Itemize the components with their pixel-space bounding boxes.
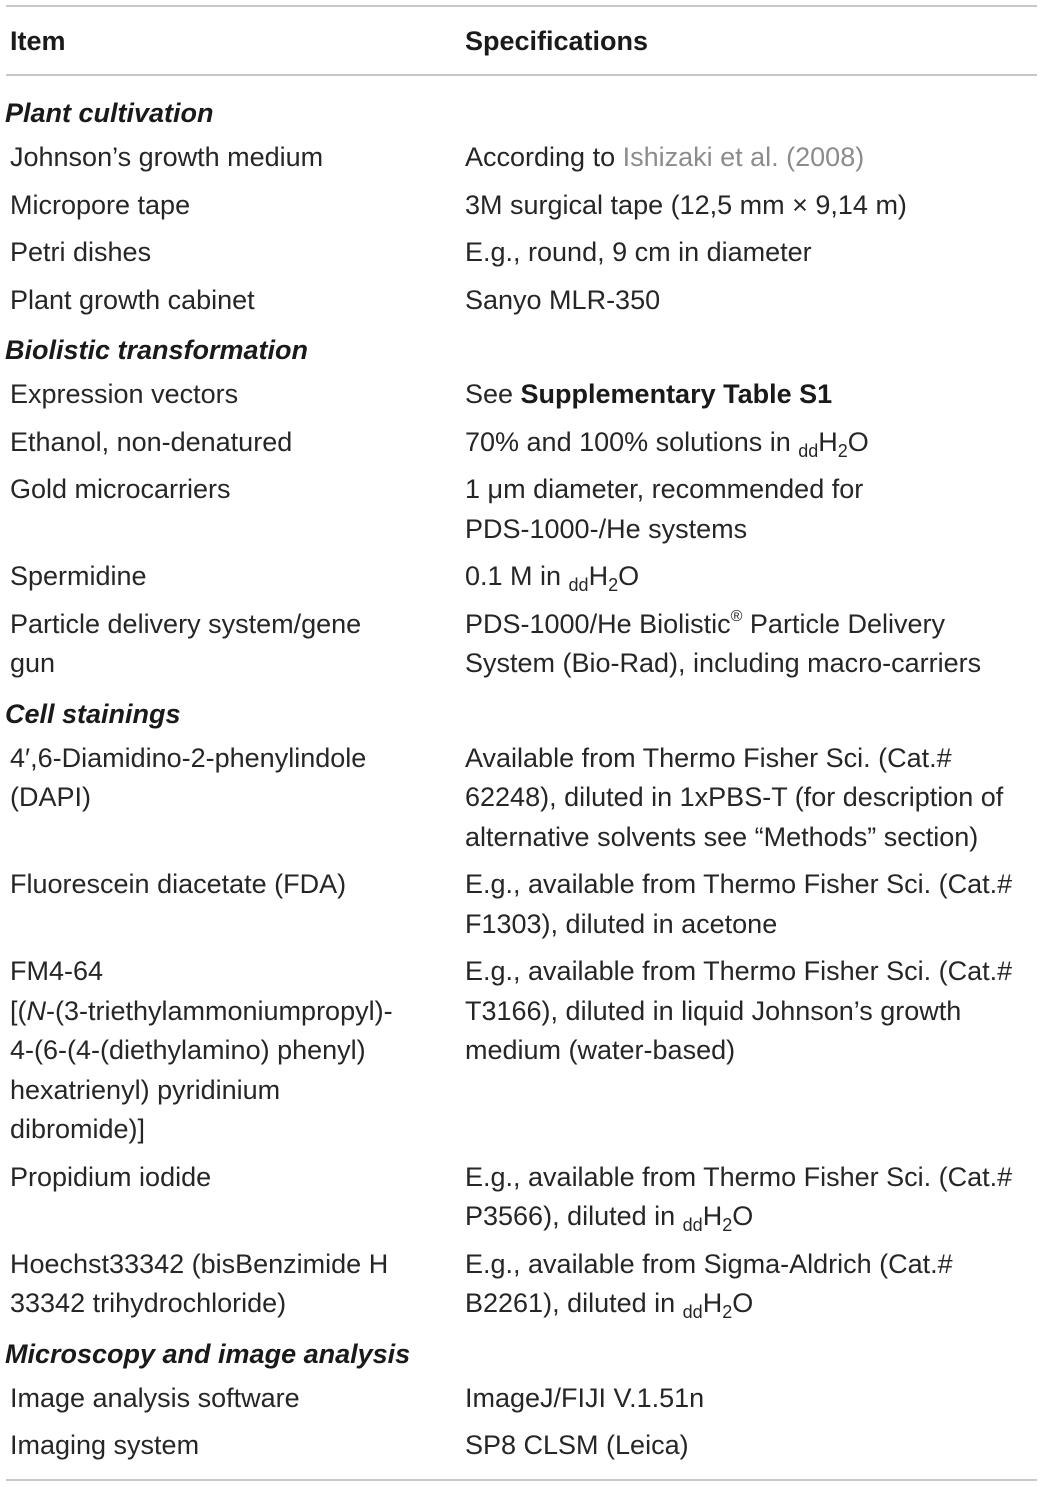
specification-line xyxy=(465,423,1035,463)
item-line: Fluorescein diacetate (FDA) xyxy=(10,869,347,899)
specification-cell xyxy=(465,423,1035,463)
specification-cell xyxy=(465,470,1035,549)
text-run: E.g., available from Thermo Fisher Sci. (Cat.# xyxy=(465,956,1013,986)
specification-line xyxy=(465,186,1035,226)
item-line: Particle delivery system/gene xyxy=(10,608,362,639)
item-line: Spermidine xyxy=(10,561,147,591)
specification-line xyxy=(465,375,1035,415)
specification-cell xyxy=(465,557,1035,597)
subscript: 2 xyxy=(722,1215,733,1235)
item-cell xyxy=(10,138,430,178)
subscript: dd xyxy=(682,1302,703,1322)
item-cell xyxy=(10,233,430,273)
item-cell xyxy=(10,1379,430,1419)
specification-line xyxy=(465,818,1035,858)
item-line: hexatrienyl) pyridinium xyxy=(10,1074,281,1105)
bold-text: Supplementary Table S1 xyxy=(520,379,833,409)
specification-cell xyxy=(465,739,1035,858)
superscript: ® xyxy=(730,607,743,625)
table-row xyxy=(0,138,1043,186)
item-line: Hoechst33342 (bisBenzimide H xyxy=(10,1248,389,1279)
text-run: See xyxy=(465,379,521,409)
section-heading: Cell stainings xyxy=(5,698,181,729)
text-run: 1 μm diameter, recommended for xyxy=(465,474,864,504)
text-run: SP8 CLSM (Leica) xyxy=(465,1430,689,1460)
item-line: Expression vectors xyxy=(10,379,239,409)
item-cell xyxy=(10,1245,430,1324)
specification-line xyxy=(465,644,1035,684)
specification-line xyxy=(465,233,1035,273)
table-row xyxy=(0,1158,1043,1245)
table-row xyxy=(0,605,1043,692)
table-row xyxy=(0,375,1043,423)
table-row xyxy=(0,865,1043,952)
specification-line xyxy=(465,557,1035,597)
item-line: Micropore tape xyxy=(10,189,191,220)
section-heading: Microscopy and image analysis xyxy=(5,1338,411,1369)
column-header-specifications: Specifications xyxy=(465,26,649,56)
text-run: E.g., available from Sigma-Aldrich (Cat.# xyxy=(465,1248,953,1279)
item-cell xyxy=(10,952,430,1150)
text-run: E.g., available from Thermo Fisher Sci. (Cat.# xyxy=(465,869,1013,899)
text-run: H xyxy=(702,1288,723,1318)
specification-cell xyxy=(465,865,1035,944)
item-line: dibromide)] xyxy=(10,1114,146,1144)
subscript: dd xyxy=(568,575,589,595)
text-run: H xyxy=(818,426,838,457)
text-run: medium (water-based) xyxy=(465,1035,736,1065)
table-row xyxy=(0,233,1043,281)
specification-line xyxy=(465,510,1035,550)
text-run: H xyxy=(702,1201,723,1231)
subscript: dd xyxy=(798,440,819,461)
section-heading: Plant cultivation xyxy=(5,98,214,128)
specification-line xyxy=(465,865,1035,905)
specification-line xyxy=(465,605,1035,645)
specification-cell xyxy=(465,281,1035,321)
item-line: Ethanol, non-denatured xyxy=(10,426,293,457)
text-run: 70% and 100% solutions in xyxy=(465,426,799,457)
specification-cell xyxy=(465,1379,1035,1419)
text-run: Sanyo MLR-350 xyxy=(465,284,661,315)
item-cell xyxy=(10,423,430,463)
item-cell xyxy=(10,186,430,226)
text-run: alternative solvents see “Methods” section) xyxy=(465,821,979,852)
specification-cell xyxy=(465,1426,1035,1466)
item-cell xyxy=(10,557,430,597)
item-cell xyxy=(10,1158,430,1198)
table-row xyxy=(0,1379,1043,1427)
text-run: According to xyxy=(465,142,623,172)
table-row xyxy=(0,557,1043,605)
item-cell xyxy=(10,865,430,905)
text-run: P3566), diluted in xyxy=(465,1201,683,1231)
item-line: Imaging system xyxy=(10,1430,200,1460)
specification-cell xyxy=(465,233,1035,273)
text-run: PDS-1000-/He systems xyxy=(465,513,748,544)
specification-line xyxy=(465,1426,1035,1466)
item-line: FM4-64 xyxy=(10,956,104,986)
item-line: Plant growth cabinet xyxy=(10,284,255,315)
reference-link: Ishizaki et al. (2008) xyxy=(622,142,865,172)
text-run: O xyxy=(847,426,869,457)
item-line: Gold microcarriers xyxy=(10,474,231,504)
text-run: E.g., round, 9 cm in diameter xyxy=(465,237,812,267)
header-rule xyxy=(6,74,1037,76)
text-run: PDS-1000/He Biolistic xyxy=(465,608,731,639)
text-run: ImageJ/FIJI V.1.51n xyxy=(465,1382,705,1413)
item-cell xyxy=(10,375,430,415)
table-row xyxy=(0,186,1043,234)
specification-line xyxy=(465,470,1035,510)
table-row xyxy=(0,739,1043,866)
specification-cell xyxy=(465,605,1035,684)
specification-line xyxy=(465,778,1035,818)
table-row xyxy=(0,1426,1043,1474)
item-line: Johnson’s growth medium xyxy=(10,142,324,172)
italic-n: N xyxy=(26,995,46,1026)
subscript: dd xyxy=(682,1215,703,1235)
text-run: T3166), diluted in liquid Johnson’s growth xyxy=(465,995,962,1026)
text-run: 3M surgical tape (12,5 mm × 9,14 m) xyxy=(465,189,907,220)
specification-cell xyxy=(465,1245,1035,1324)
text-run: Available from Thermo Fisher Sci. (Cat.# xyxy=(465,742,952,773)
specification-cell xyxy=(465,952,1035,1071)
table-row xyxy=(0,470,1043,557)
specification-line xyxy=(465,1197,1035,1237)
text-run: System (Bio-Rad), including macro-carriers xyxy=(465,648,982,678)
item-line: 4′,6-Diamidino-2-phenylindole xyxy=(10,742,367,773)
table-bottom-rule xyxy=(6,1479,1037,1481)
specification-line xyxy=(465,1031,1035,1071)
table-body xyxy=(0,91,1043,1474)
table-row xyxy=(0,281,1043,329)
table-row xyxy=(0,423,1043,471)
text-run: Particle Delivery xyxy=(742,608,945,639)
specification-line xyxy=(465,952,1035,992)
item-line: (DAPI) xyxy=(10,782,91,812)
text-run: H xyxy=(588,561,609,591)
specification-line xyxy=(465,1379,1035,1419)
item-line: Petri dishes xyxy=(10,237,152,267)
specification-cell xyxy=(465,375,1035,415)
specification-cell xyxy=(465,186,1035,226)
item-line: [(N-(3-triethylammoniumpropyl)- xyxy=(10,995,393,1026)
item-line: gun xyxy=(10,648,56,678)
text-run: 0.1 M in xyxy=(465,561,569,591)
specification-line xyxy=(465,281,1035,321)
specification-line xyxy=(465,1158,1035,1198)
column-header-item: Item xyxy=(10,26,66,56)
subscript: 2 xyxy=(837,440,848,461)
text-run: O xyxy=(732,1288,754,1318)
item-line: 4-(6-(4-(diethylamino) phenyl) xyxy=(10,1035,366,1065)
item-cell xyxy=(10,1426,430,1466)
specification-line xyxy=(465,138,1035,178)
text-run: B2261), diluted in xyxy=(465,1288,683,1318)
text-run: O xyxy=(618,561,640,591)
specification-line xyxy=(465,1245,1035,1285)
text-run: 62248), diluted in 1xPBS-T (for description of xyxy=(465,782,1004,812)
item-line: 33342 trihydrochloride) xyxy=(10,1288,287,1318)
specification-cell xyxy=(465,138,1035,178)
section-heading: Biolistic transformation xyxy=(5,335,309,365)
specification-line xyxy=(465,739,1035,779)
item-line: Propidium iodide xyxy=(10,1161,212,1192)
text-run: F1303), diluted in acetone xyxy=(465,908,778,939)
table-top-rule xyxy=(6,5,1037,7)
specification-cell xyxy=(465,1158,1035,1237)
subscript: 2 xyxy=(608,575,619,595)
text-run: O xyxy=(732,1201,754,1231)
item-cell xyxy=(10,470,430,510)
item-cell xyxy=(10,739,430,818)
specification-line xyxy=(465,905,1035,945)
item-cell xyxy=(10,605,430,684)
text-run: E.g., available from Thermo Fisher Sci. (Cat.# xyxy=(465,1161,1013,1192)
subscript: 2 xyxy=(722,1302,733,1322)
item-line: Image analysis software xyxy=(10,1382,300,1413)
item-cell xyxy=(10,281,430,321)
specification-line xyxy=(465,1284,1035,1324)
specification-line xyxy=(465,992,1035,1032)
table-row xyxy=(0,1245,1043,1332)
table-row xyxy=(0,952,1043,1158)
